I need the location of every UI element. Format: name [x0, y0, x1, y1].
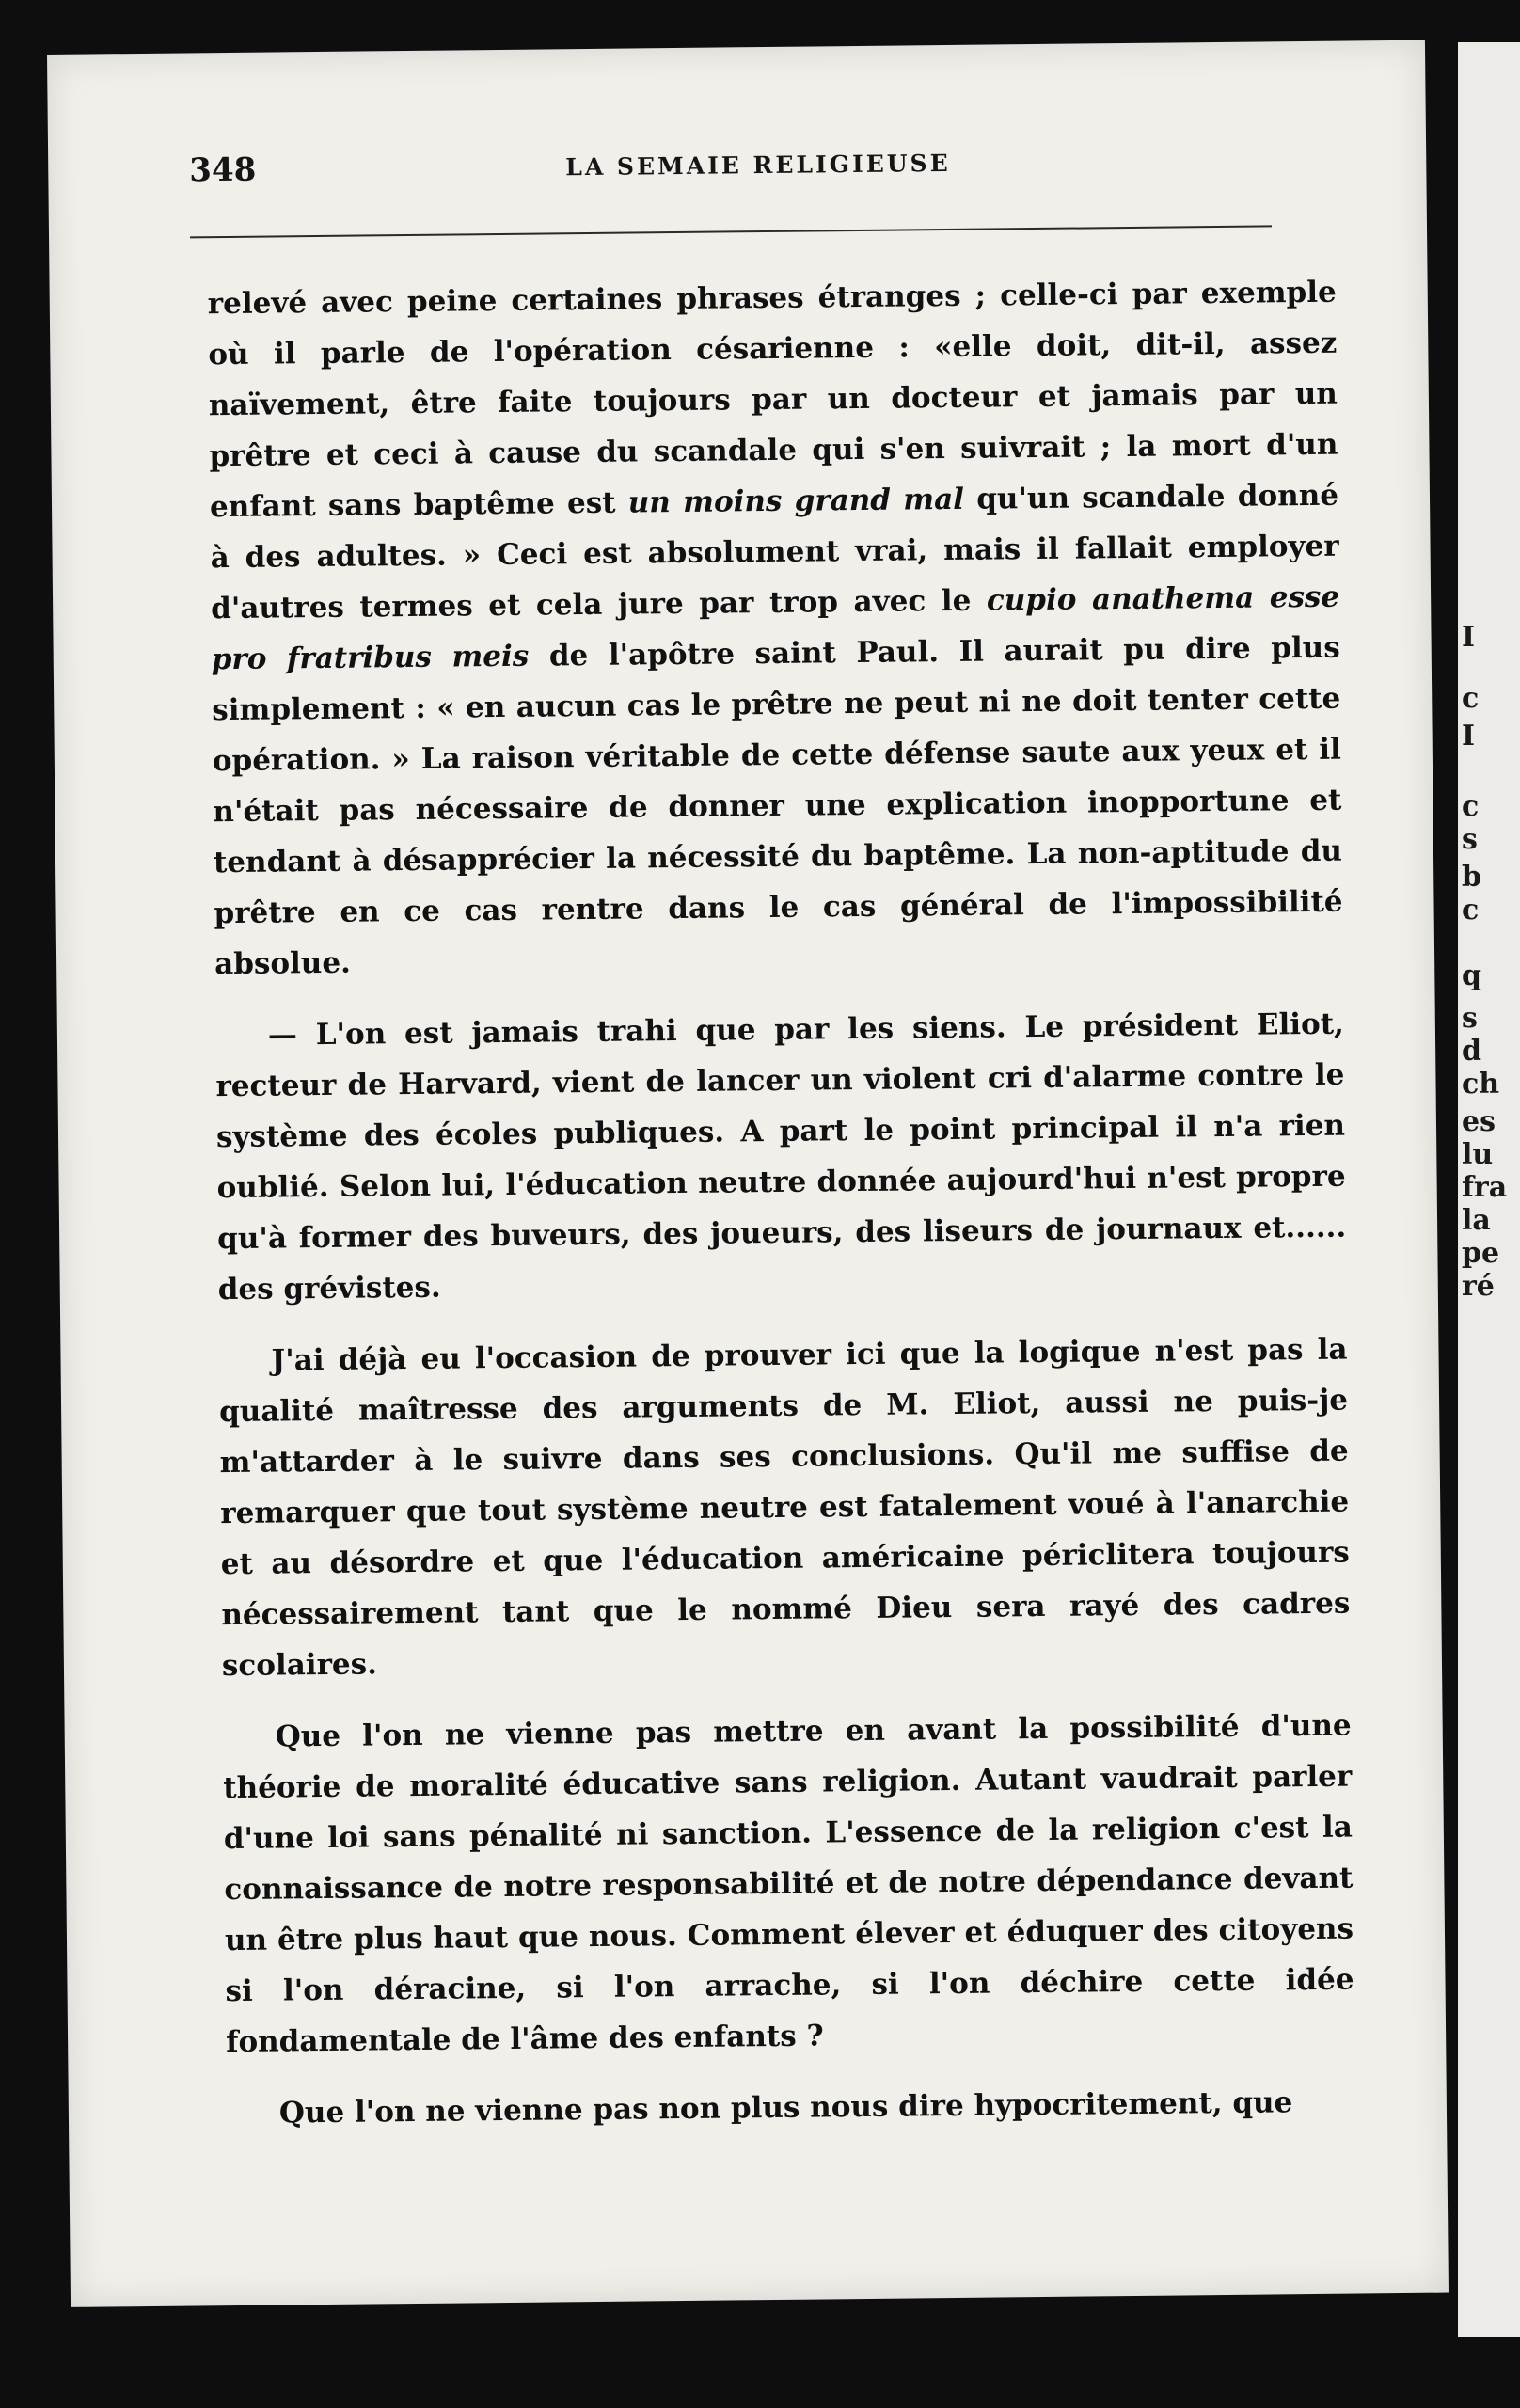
text-run: — L'on est jamais trahi que par les siens. Le président Eliot, recteur de Harvard, vient de lancer un violent cri d'alarme contre le système des écoles publiques. A part le point principal il n'a rien oublié. Selon lui, l'éducation neutre donnée aujourd'hui n'est propre qu'à former des buveurs, des joueurs, des liseurs de journaux et...... des grévistes.	[215, 1006, 1347, 1307]
adjacent-page-fragment: fra	[1462, 1171, 1508, 1204]
paragraph	[222, 1701, 1354, 2068]
adjacent-page-fragment: pe	[1462, 1237, 1500, 1270]
adjacent-page-fragment: c	[1462, 894, 1480, 927]
paragraph	[208, 267, 1344, 990]
page-header	[189, 140, 1318, 199]
adjacent-page-fragment: I	[1462, 720, 1476, 752]
adjacent-page-fragment: I	[1462, 621, 1476, 654]
book-page	[47, 40, 1449, 2307]
adjacent-page-fragment: la	[1462, 1204, 1491, 1237]
adjacent-page-fragment: s	[1462, 1002, 1478, 1035]
text-run: de l'apôtre saint Paul. Il aurait pu dire plus simplement : « en aucun cas le prêtre ne peut ni ne doit tenter cette opération. » La raison véritable de cette défense saute aux yeux et il n'était pas nécessaire de donner une explication inopportune et tendant à désapprécier la nécessité du baptême. La non-aptitude du prêtre en ce cas rentre dans le cas général de l'impossibilité absolue.	[212, 630, 1343, 982]
header-rule	[190, 225, 1272, 238]
italic-phrase: un moins grand mal	[627, 482, 965, 520]
adjacent-page-fragment: c	[1462, 790, 1480, 823]
adjacent-page-fragment: b	[1462, 861, 1481, 894]
adjacent-page-fragment: d	[1462, 1035, 1481, 1068]
text-run: Que l'on ne vienne pas mettre en avant la possibilité d'une théorie de moralité éducative sans religion. Autant vaudrait parler d'une loi sans pénalité ni sanction. L'essence de la religion c'est la connaissance de notre responsabilité et de notre dépendance devant un être plus haut que nous. Comment élever et éduquer des citoyens si l'on déracine, si l'on arrache, si l'on déchire cette idée fondamentale de l'âme des enfants ?	[223, 1708, 1354, 2060]
body-text	[208, 267, 1356, 2160]
adjacent-page-fragment: lu	[1462, 1138, 1494, 1171]
paragraph	[215, 999, 1347, 1316]
text-run: relevé avec peine certaines phrases étranges ; celle-ci par exemple où il parle de l'opération césarienne : «elle doit, dit-il, assez naïvement, être faite toujours par un docteur et jamais par un prêtre et ceci à cause du scandale qui s'en suivrait ; la mort d'un enfant sans baptême est	[207, 275, 1338, 525]
adjacent-page-fragment: s	[1462, 823, 1478, 856]
adjacent-page-fragment: es	[1462, 1105, 1496, 1138]
text-run: Que l'on ne vienne pas non plus nous dire hypocritement, que	[278, 2085, 1293, 2131]
adjacent-page-edge	[1458, 42, 1520, 2337]
paragraph	[218, 1324, 1351, 1692]
adjacent-page-fragment: c	[1462, 682, 1480, 715]
adjacent-page-fragment: q	[1462, 959, 1481, 992]
italic-phrase: cupio anathema esse pro fratribus meis	[211, 579, 1340, 677]
adjacent-page-fragment: ré	[1462, 1270, 1495, 1303]
running-title: LA SEMAIE RELIGIEUSE	[565, 149, 951, 182]
text-run: qu'un scandale donné à des adultes. » Ceci est absolument vrai, mais il fallait employer d'autres termes et cela jure par trop avec le	[210, 478, 1339, 626]
page-number: 348	[189, 150, 257, 190]
adjacent-page-fragment: ch	[1462, 1068, 1500, 1101]
text-run: J'ai déjà eu l'occasion de prouver ici que la logique n'est pas la qualité maîtresse des arguments de M. Eliot, aussi ne puis-je m'attarder à le suivre dans ses conclusions. Qu'il me suffise de remarquer que tout système neutre est fatalement voué à l'anarchie et au désordre et que l'éducation américaine périclitera toujours nécessairement tant que le nommé Dieu sera rayé des cadres scolaires.	[218, 1332, 1351, 1684]
paragraph	[227, 2077, 1355, 2140]
